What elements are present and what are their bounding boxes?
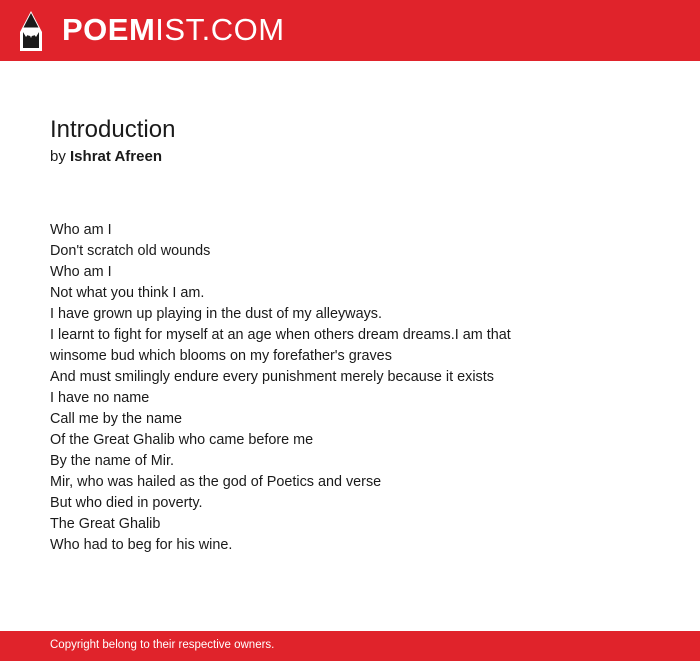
site-footer (0, 631, 700, 661)
poem-line: Who had to beg for his wine. (50, 537, 233, 553)
poem-line: I learnt to fight for myself at an age when others dream dreams.I am that winsome bud which blooms on my forefather's graves (50, 327, 511, 364)
poem-line: Who am I (50, 222, 112, 238)
poem-line: I have no name (50, 390, 150, 406)
poem-line: The Great Ghalib (50, 516, 161, 532)
poem-line: Who am I (50, 264, 112, 280)
poem-content (50, 114, 650, 556)
copyright-notice: Copyright belong to their respective owners. (50, 639, 275, 651)
pencil-tip-icon[interactable] (18, 10, 44, 52)
poem-author: Ishrat Afreen (70, 148, 162, 165)
poem-line: Don't scratch old wounds (50, 243, 211, 259)
poem-line: Not what you think I am. (50, 285, 205, 301)
poem-body (50, 220, 560, 556)
poem-line: By the name of Mir. (50, 453, 174, 469)
poem-title: Introduction (50, 116, 176, 143)
site-logo[interactable] (62, 12, 285, 48)
poem-line: Call me by the name (50, 411, 182, 427)
poem-line: And must smilingly endure every punishment merely because it exists (50, 369, 494, 385)
poem-line: I have grown up playing in the dust of my alleyways. (50, 306, 382, 322)
logo-bold-text: POEM (62, 12, 156, 47)
logo-light-text: IST.COM (155, 12, 285, 47)
site-header (0, 0, 700, 61)
poem-line: Of the Great Ghalib who came before me (50, 432, 314, 448)
poem-line: Mir, who was hailed as the god of Poetics and verse (50, 474, 382, 490)
by-label: by (50, 148, 66, 165)
poem-line: But who died in poverty. (50, 495, 203, 511)
poem-byline (50, 146, 650, 168)
